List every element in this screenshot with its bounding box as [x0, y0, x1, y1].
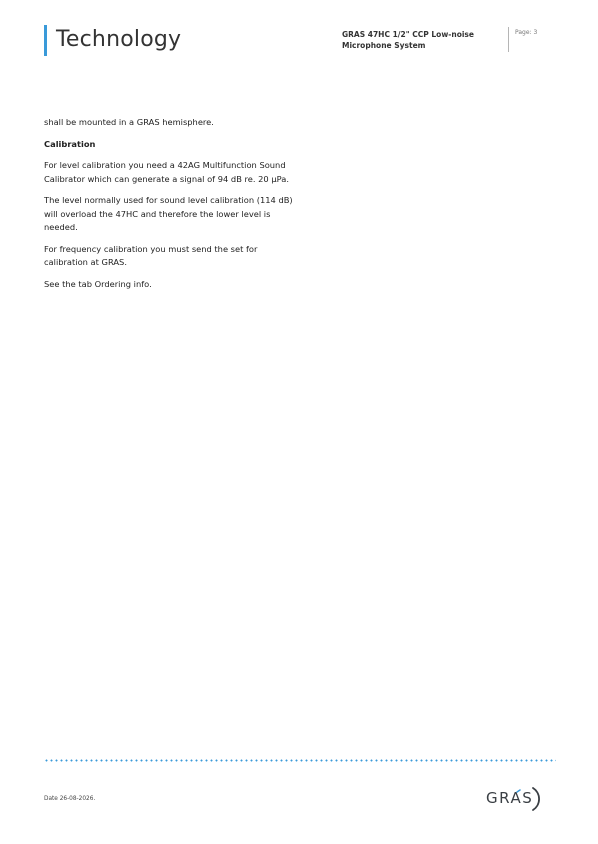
gras-logo-arc-icon	[486, 783, 546, 815]
header-divider	[508, 27, 509, 52]
intro-paragraph: shall be mounted in a GRAS hemisphere.	[44, 117, 214, 127]
gras-logo	[486, 783, 546, 815]
section-title: Technology	[56, 27, 182, 52]
body-paragraph: The level normally used for sound level calibration (114 dB) will overload the 47HC and therefore the lower level is needed.	[44, 195, 293, 232]
body-paragraph: For level calibration you need a 42AG Multifunction Sound Calibrator which can generate a signal of 94 dB re. 20 µPa.	[44, 160, 289, 184]
footer-date: Date 26-08-2026.	[44, 796, 96, 802]
logo-wordmark: GRAS	[486, 789, 534, 807]
footer-dotted-divider	[44, 759, 556, 762]
header-accent-bar	[44, 25, 47, 56]
document-body	[44, 116, 294, 299]
body-paragraph: See the tab Ordering info.	[44, 278, 152, 289]
document-title: GRAS 47HC 1/2" CCP Low-noise Microphone System	[342, 30, 474, 50]
body-paragraph: For frequency calibration you must send the set for calibration at GRAS.	[44, 243, 258, 267]
calibration-heading: Calibration	[44, 138, 96, 149]
page-number: Page: 3	[515, 29, 538, 36]
